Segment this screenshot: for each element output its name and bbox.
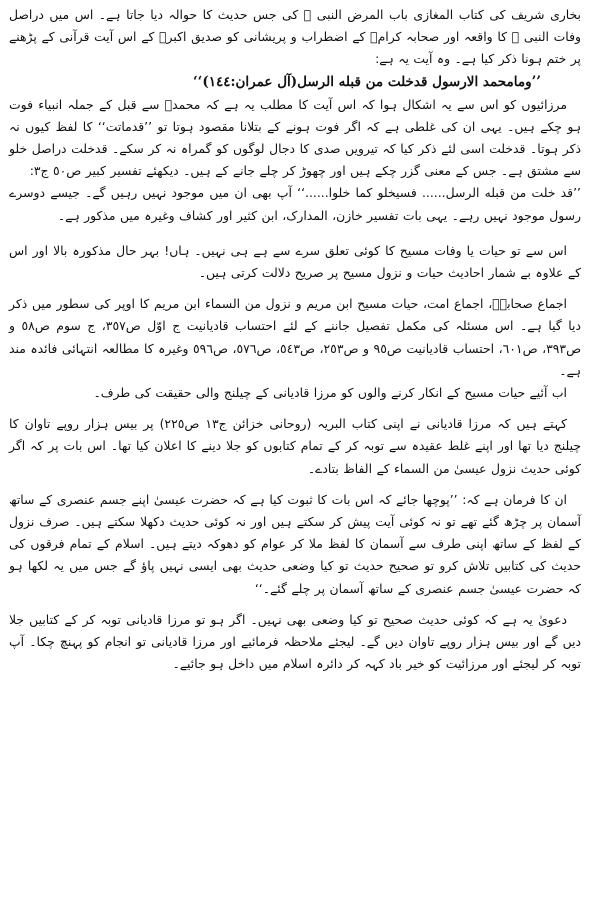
tafsir-quote-paragraph: ’’قد خلت من قبله الرسل...... فسیخلو کما خلوا......‘‘ آپ بھی ان میں موجود نہیں رہیں گے۔ جیسے دوسرے رسول موجود نہیں رہے۔ یہی بات تفسیر خازن، المدارک، ابن کثیر اور کشاف وغیرہ میں مذکور ہے۔ xyxy=(9,185,581,223)
paragraph-challenge-intro: اب آئیے حیات مسیح کے انکار کرنے والوں کو مرزا قادیانی کے چیلنج والی حقیقت کی طرف۔ xyxy=(93,385,567,401)
paragraph-ijma: اجماع صحابہؓ، اجماع امت، حیات مسیح ابن مریم و نزول من السماء ابن مریم کا اوپر کی سطور میں ذکر دیا گیا ہے۔ اس مسئلہ کی مکمل تفصیل جاننے کے لئے احتساب قادیانیت ج اوّل ص٣٥٧، ج سوم ص٥٨ و ص٣٩٣، ص٦٠١، احتساب قادیانیت ص٩٥ و ص٢٥٣، ص٥٤٣، ص٥٧٦، ص٥٩٦ وغیرہ کا مطالعہ انتہائی فائدہ مند ہے۔ xyxy=(9,296,582,378)
paragraph-hayat-masih: اس سے تو حیات یا وفات مسیح کا کوئی تعلق سرے سے ہے ہی نہیں۔ ہاں! بہر حال مذکورہ بالا اور اس کے علاوہ بے شمار احادیث حیات و نزول مسیح پر صریح دلالت کرتی ہیں۔ xyxy=(9,242,581,281)
paragraph-conclusion: دعویٰ یہ ہے کہ کوئی حدیث صحیح تو کیا وضعی بھی نہیں۔ اگر ہو تو مرزا قادیانی توبہ کر کے کتابیں جلا دیں گے اور بیس ہزار روپے تاوان دیں گے۔ لیجئے ملاحظہ فرمائیے اور مرزا قادیانی تو انجام کو پہنچ چکا۔ آپ توبہ کر لیجئے اور مرزائیت کو خیر باد کہہ کر دائرہ اسلام میں داخل ہو جائیے۔ xyxy=(9,611,581,672)
paragraph-mirzai-objection: مرزائیوں کو اس سے یہ اشکال ہوا کہ اس آیت کا مطلب یہ ہے کہ محمدؐ سے قبل کے جملہ انبیاء فوت ہو چکے ہیں۔ یہی ان کی غلطی ہے کہ اگر فوت ہونے کے بتلانا مقصود ہوتا تو ’’قدماتت‘‘ کا لفظ کیوں نہ ذکر ہوتا۔ قدخلت اسی لئے ذکر کیا کہ تیرویں صدی کا دجال لوگوں کو گمراہ نہ کر سکے۔ قدخلت دراصل خلو سے مشتق ہے۔ جس کے معنی گزر چکے ہیں اور چھوڑ کر چلے جانے کے ہیں۔ دیکھئے تفسیر کبیر ص٥٠ ج٣: xyxy=(9,96,581,179)
paragraph-mirza-statement: ان کا فرمان ہے کہ: ’’پوچھا جائے کہ اس بات کا ثبوت کیا ہے کہ حضرت عیسیٰ اپنے جسم عنصری کے ساتھ آسمان پر چڑھ گئے تھے تو نہ کوئی آیت پیش کر سکتے ہیں اور نہ کوئی حدیث دکھلا سکتے ہیں۔ صرف نزول کے لفظ کے ساتھ اپنی طرف سے آسمان کا لفظ ملا کر عوام کو دھوکہ دیتے ہیں۔ اسلام کے تمام فرقوں کی حدیث کی کتابیں تلاش کرو تو صحیح حدیث تو کیا وضعی حدیث بھی ایسی نہیں پاؤ گے جس میں یہ لکھا ہو کہ حضرت عیسیٰ جسم عنصری کے ساتھ آسمان پر چلے گئے۔‘‘ xyxy=(9,491,581,596)
paragraph-bukhari-reference: بخاری شریف کی کتاب المغازی باب المرض النبی ﷺ کی جس حدیث کا حوالہ دیا جاتا ہے۔ اس میں دراصل وفات النبی ﷺ کا واقعہ اور صحابہ کرامؓ کے اضطراب و پریشانی کو صدیق اکبرؓ کے اس آیت قرآنی کے پڑھنے پر ختم ہونا ذکر کیا ہے۔ وہ آیت یہ ہے: xyxy=(9,7,581,67)
paragraph-mirza-challenge: کہتے ہیں کہ مرزا قادیانی نے اپنی کتاب البریہ (روحانی خزائن ج١٣ ص٢٢٥) پر بیس ہزار روپے تاوان کا چیلنج دیا تھا اور اپنے غلط عقیدہ سے توبہ کر کے تمام کتابوں کو جلا دینے کا اعلان کیا تھا۔ اس بات پر کہ اگر کوئی حدیث نزول عیسیٰ من السماء کے الفاظ بتادے۔ xyxy=(9,416,581,476)
quran-verse-quote: ’’ومامحمد الارسول قدخلت من قبله الرسل(آل عمران:١٤٤)‘‘ xyxy=(192,73,541,90)
